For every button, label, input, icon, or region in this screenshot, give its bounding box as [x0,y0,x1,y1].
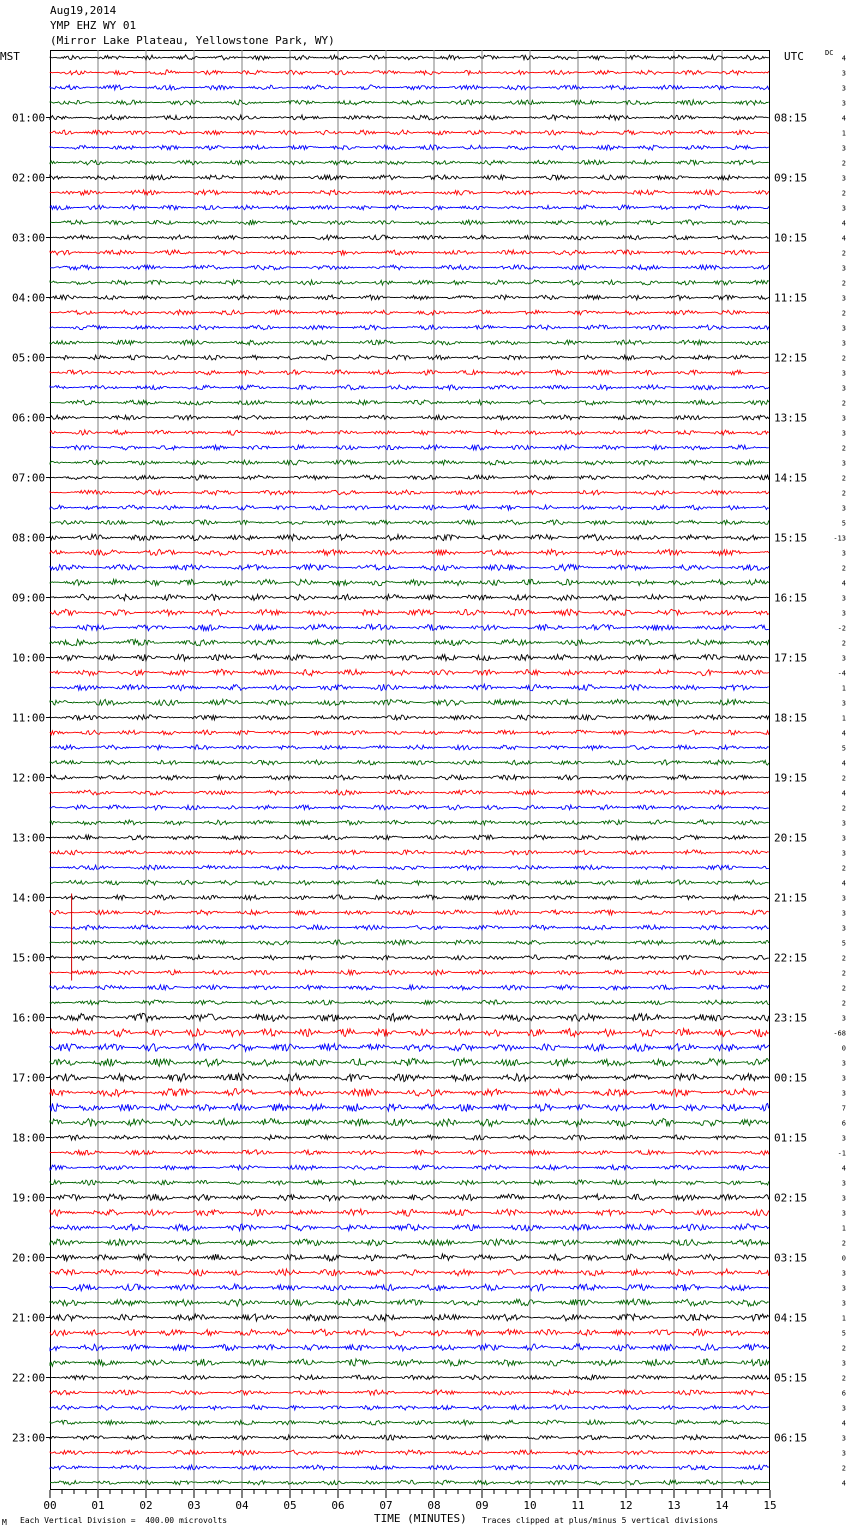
left-hour-label: 03:00 [12,231,46,245]
left-hour-label: 18:00 [12,1131,46,1145]
trace-33 [50,534,769,540]
dc-offset-label: 3 [841,414,846,423]
dc-offset-label: 3 [841,99,846,108]
trace-32 [50,520,769,525]
left-hour-label: 10:00 [12,651,46,665]
dc-offset-label: 3 [841,609,846,618]
dc-offset-label: 3 [841,699,846,708]
trace-51 [50,805,769,810]
trace-29 [50,475,769,480]
right-hour-label: 17:15 [774,651,808,665]
trace-46 [50,730,769,735]
right-hour-label: 19:15 [774,771,808,785]
left-hour-label: 19:00 [12,1191,46,1205]
dc-offset-label: 2 [841,1374,846,1383]
trace-60 [50,940,769,945]
trace-6 [50,130,769,135]
dc-offset-label: 3 [841,1194,846,1203]
right-hour-label: 08:15 [774,111,808,125]
right-hour-label: 21:15 [774,891,808,905]
left-hour-label: 21:00 [12,1311,46,1325]
trace-21 [50,355,769,360]
dc-offset-label: 3 [841,384,846,393]
trace-23 [50,385,769,390]
dc-offset-label: 2 [841,564,846,573]
dc-offset-label: 2 [841,1464,846,1473]
left-hour-label: 13:00 [12,831,46,845]
trace-55 [50,865,769,870]
trace-48 [50,760,769,765]
dc-offset-label: 3 [841,84,846,93]
trace-47 [50,745,769,750]
trace-92 [50,1420,769,1425]
dc-offset-label: 4 [841,114,846,123]
dc-offset-label: 3 [841,849,846,858]
x-tick-label: 00 [43,1499,57,1512]
trace-63 [50,985,769,990]
trace-31 [50,505,769,510]
dc-offset-label: 2 [841,279,846,288]
dc-offset-label: 4 [841,879,846,888]
right-hour-label: 00:15 [774,1071,808,1085]
right-hour-label: 10:15 [774,231,808,245]
trace-69 [50,1073,769,1081]
dc-offset-label: 1 [841,714,846,723]
trace-62 [50,970,769,975]
trace-71 [50,1103,769,1111]
dc-offset-label: 4 [841,1479,846,1488]
trace-1 [50,55,769,60]
x-tick-label: 15 [763,1499,777,1512]
dc-offset-label: 1 [841,1224,846,1233]
dc-offset-label: 3 [841,429,846,438]
dc-offset-label: 2 [841,309,846,318]
right-hour-label: 02:15 [774,1191,808,1205]
trace-59 [50,925,769,930]
trace-4 [50,100,769,105]
dc-offset-label: 1 [841,129,846,138]
dc-label: DC [825,49,834,57]
trace-5 [50,115,769,120]
dc-offset-label: 4 [841,1419,846,1428]
header-date: Aug19,2014 [50,4,117,17]
trace-30 [50,490,769,495]
right-hour-label: 20:15 [774,831,808,845]
dc-offset-label: 2 [841,1239,846,1248]
dc-offset-label: 4 [841,54,846,63]
trace-42 [50,669,769,676]
trace-53 [50,835,769,840]
trace-11 [50,205,769,210]
left-hour-label: 06:00 [12,411,46,425]
trace-27 [50,445,769,450]
dc-offset-label: 2 [841,399,846,408]
trace-89 [50,1375,769,1380]
dc-offset-label: 3 [841,1269,846,1278]
left-hour-label: 02:00 [12,171,46,185]
header-location: (Mirror Lake Plateau, Yellowstone Park, WY) [50,34,335,47]
left-hour-label: 12:00 [12,771,46,785]
trace-84 [50,1299,769,1306]
dc-offset-label: 2 [841,474,846,483]
right-timezone-label: UTC [784,50,804,63]
trace-61 [50,955,769,960]
trace-87 [50,1344,769,1351]
dc-offset-label: 3 [841,834,846,843]
x-axis-label: TIME (MINUTES) [374,1512,467,1525]
dc-offset-label: 3 [841,1089,846,1098]
footer-clip-note: Traces clipped at plus/minus 5 vertical divisions [482,1516,719,1525]
left-hour-label: 04:00 [12,291,46,305]
trace-86 [50,1329,769,1336]
dc-offset-label: 4 [841,234,846,243]
dc-offset-label: 3 [841,654,846,663]
left-hour-label: 01:00 [12,111,46,125]
trace-49 [50,775,769,780]
dc-offset-label: 3 [841,459,846,468]
dc-offset-label: 3 [841,504,846,513]
dc-offset-label: 2 [841,249,846,258]
x-tick-label: 07 [379,1499,393,1512]
right-hour-label: 14:15 [774,471,808,485]
right-hour-label: 03:15 [774,1251,808,1265]
x-tick-label: 12 [619,1499,633,1512]
trace-15 [50,265,769,270]
trace-19 [50,325,769,330]
dc-offset-label: 3 [841,1134,846,1143]
dc-offset-label: 3 [841,549,846,558]
dc-offset-label: 1 [841,684,846,693]
dc-offset-label: 3 [841,1179,846,1188]
left-timezone-label: MST [0,50,20,63]
trace-93 [50,1435,769,1440]
trace-81 [50,1254,769,1261]
trace-10 [50,190,769,195]
trace-28 [50,460,769,465]
trace-35 [50,564,769,571]
dc-offset-label: 4 [841,579,846,588]
dc-offset-label: 3 [841,909,846,918]
trace-91 [50,1405,769,1410]
dc-offset-label: 5 [841,519,846,528]
trace-38 [50,609,769,615]
dc-offset-label: -13 [833,534,846,543]
dc-offset-label: 2 [841,864,846,873]
x-tick-label: 08 [427,1499,441,1512]
dc-offset-label: 2 [841,489,846,498]
trace-77 [50,1194,769,1201]
trace-41 [50,654,769,661]
right-hour-label: 01:15 [774,1131,808,1145]
right-hour-label: 09:15 [774,171,808,185]
dc-offset-label: 2 [841,804,846,813]
dc-offset-label: 3 [841,1299,846,1308]
left-hour-label: 22:00 [12,1371,46,1385]
trace-3 [50,85,769,90]
dc-offset-label: -4 [837,669,846,678]
dc-offset-label: 2 [841,969,846,978]
dc-offset-label: 2 [841,444,846,453]
trace-70 [50,1088,769,1096]
dc-offset-label: 5 [841,744,846,753]
dc-offset-label: 3 [841,924,846,933]
trace-82 [50,1269,769,1276]
header-station: YMP EHZ WY 01 [50,19,137,32]
right-hour-label: 18:15 [774,711,808,725]
right-hour-label: 05:15 [774,1371,808,1385]
dc-offset-label: 6 [841,1119,846,1128]
trace-76 [50,1180,769,1185]
trace-24 [50,400,769,405]
left-hour-label: 20:00 [12,1251,46,1265]
dc-offset-label: 5 [841,939,846,948]
dc-offset-label: 3 [841,294,846,303]
left-hour-label: 14:00 [12,891,46,905]
dc-offset-label: 4 [841,789,846,798]
dc-offset-label: 1 [841,1314,846,1323]
trace-83 [50,1284,769,1291]
right-hour-label: 04:15 [774,1311,808,1325]
dc-offset-label: 3 [841,1059,846,1068]
dc-offset-label: 2 [841,774,846,783]
trace-88 [50,1359,769,1366]
trace-52 [50,820,769,825]
trace-44 [50,699,769,705]
trace-9 [50,175,769,180]
x-tick-label: 04 [235,1499,249,1512]
dc-offset-label: 2 [841,954,846,963]
dc-offset-label: 4 [841,759,846,768]
trace-90 [50,1390,769,1395]
dc-offset-label: 2 [841,1344,846,1353]
trace-25 [50,415,769,420]
dc-offset-label: 6 [841,1389,846,1398]
trace-18 [50,310,769,315]
trace-96 [50,1480,769,1485]
footer-scale: Each Vertical Division = 400.00 microvolts [20,1516,228,1525]
dc-offset-label: 3 [841,324,846,333]
dc-offset-label: 3 [841,1434,846,1443]
trace-34 [50,549,769,555]
left-hour-label: 11:00 [12,711,46,725]
dc-offset-label: -2 [837,624,846,633]
right-hour-label: 06:15 [774,1431,808,1445]
right-hour-label: 12:15 [774,351,808,365]
trace-94 [50,1450,769,1455]
trace-14 [50,250,769,255]
dc-offset-label: 3 [841,1404,846,1413]
dc-offset-label: 4 [841,729,846,738]
left-hour-label: 17:00 [12,1071,46,1085]
trace-64 [50,1000,769,1005]
trace-78 [50,1209,769,1216]
trace-26 [50,430,769,435]
trace-68 [50,1058,769,1066]
dc-offset-label: 3 [841,1074,846,1083]
trace-95 [50,1465,769,1470]
dc-offset-label: 4 [841,219,846,228]
dc-offset-label: 2 [841,354,846,363]
x-tick-label: 10 [523,1499,537,1512]
dc-offset-label: 5 [841,1329,846,1338]
dc-offset-label: 3 [841,264,846,273]
dc-offset-label: -68 [833,1029,846,1038]
trace-73 [50,1135,769,1140]
x-tick-label: 06 [331,1499,345,1512]
trace-7 [50,145,769,150]
trace-40 [50,639,769,645]
trace-50 [50,790,769,795]
x-tick-label: 05 [283,1499,297,1512]
trace-8 [50,160,769,165]
dc-offset-label: 2 [841,189,846,198]
right-hour-label: 13:15 [774,411,808,425]
dc-offset-label: 3 [841,1449,846,1458]
trace-57 [50,895,769,900]
trace-16 [50,280,769,285]
dc-offset-label: 3 [841,1209,846,1218]
dc-offset-label: 2 [841,999,846,1008]
trace-72 [50,1118,769,1126]
x-tick-label: 02 [139,1499,153,1512]
trace-12 [50,220,769,225]
dc-offset-label: 3 [841,144,846,153]
dc-offset-label: 3 [841,339,846,348]
dc-offset-label: 7 [841,1104,846,1113]
dc-offset-label: 3 [841,819,846,828]
dc-offset-label: 0 [841,1044,846,1053]
dc-offset-label: 3 [841,894,846,903]
dc-offset-label: 3 [841,1284,846,1293]
trace-13 [50,235,769,240]
dc-offset-label: 3 [841,1359,846,1368]
x-tick-label: 09 [475,1499,489,1512]
trace-17 [50,295,769,300]
trace-39 [50,624,769,630]
trace-67 [50,1043,769,1051]
trace-37 [50,594,769,600]
left-hour-label: 15:00 [12,951,46,965]
left-hour-label: 09:00 [12,591,46,605]
dc-offset-label: 3 [841,1014,846,1023]
x-tick-label: 01 [91,1499,105,1512]
trace-79 [50,1224,769,1231]
left-hour-label: 08:00 [12,531,46,545]
left-hour-label: 23:00 [12,1431,46,1445]
trace-36 [50,579,769,585]
left-hour-label: 16:00 [12,1011,46,1025]
dc-offset-label: 4 [841,1164,846,1173]
trace-85 [50,1314,769,1321]
left-hour-label: 05:00 [12,351,46,365]
trace-65 [50,1013,769,1021]
dc-offset-label: -1 [837,1149,846,1158]
trace-45 [50,715,769,720]
dc-offset-label: 0 [841,1254,846,1263]
x-tick-label: 03 [187,1499,201,1512]
right-hour-label: 15:15 [774,531,808,545]
dc-offset-label: 2 [841,159,846,168]
dc-offset-label: 3 [841,69,846,78]
x-tick-label: 11 [571,1499,585,1512]
trace-66 [50,1029,769,1037]
right-hour-label: 16:15 [774,591,808,605]
trace-2 [50,70,769,75]
dc-offset-label: 3 [841,369,846,378]
right-hour-label: 11:15 [774,291,808,305]
dc-offset-label: 3 [841,204,846,213]
dc-offset-label: 2 [841,639,846,648]
trace-74 [50,1150,769,1155]
x-tick-label: 14 [715,1499,729,1512]
trace-20 [50,340,769,345]
trace-58 [50,910,769,915]
trace-54 [50,850,769,855]
right-hour-label: 22:15 [774,951,808,965]
trace-22 [50,370,769,375]
dc-offset-label: 3 [841,594,846,603]
dc-offset-label: 2 [841,984,846,993]
trace-75 [50,1165,769,1170]
trace-56 [50,880,769,885]
trace-43 [50,684,769,691]
dc-offset-label: 3 [841,174,846,183]
right-hour-label: 23:15 [774,1011,808,1025]
trace-80 [50,1239,769,1246]
x-tick-label: 13 [667,1499,681,1512]
footer-mark: M [2,1518,7,1527]
left-hour-label: 07:00 [12,471,46,485]
